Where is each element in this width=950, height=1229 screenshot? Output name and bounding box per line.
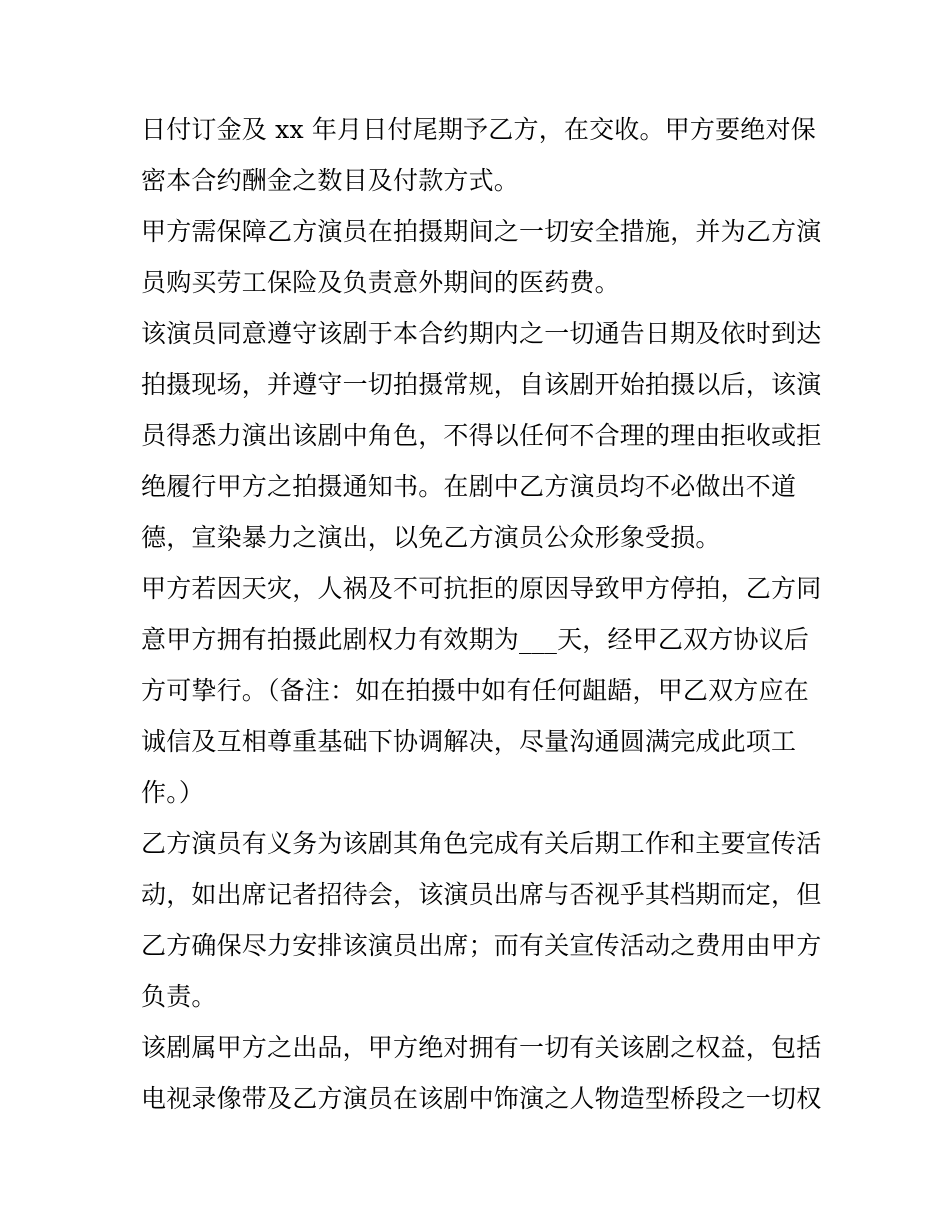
- text-line: 该剧属甲方之出品，甲方绝对拥有一切有关该剧之权益，包括: [141, 1033, 822, 1062]
- text-line: 负责。: [141, 982, 217, 1011]
- text-line: 诚信及互相尊重基础下协调解决，尽量沟通圆满完成此项工: [141, 727, 797, 756]
- text-line: 动，如出席记者招待会，该演员出席与否视乎其档期而定，但: [141, 880, 822, 909]
- document-body: [141, 104, 822, 1124]
- text-line: 乙方确保尽力安排该演员出席；而有关宣传活动之费用由甲方: [141, 931, 822, 960]
- text-line: 密本合约酬金之数目及付款方式。: [141, 166, 520, 195]
- text-line: 作。）: [141, 778, 205, 807]
- text-line: 该演员同意遵守该剧于本合约期内之一切通告日期及依时到达: [141, 319, 822, 348]
- text-line: 德，宣染暴力之演出，以免乙方演员公众形象受损。: [141, 523, 721, 552]
- text-line: 意甲方拥有拍摄此剧权力有效期为___天，经甲乙双方协议后: [141, 625, 810, 654]
- text-line: 员购买劳工保险及负责意外期间的医药费。: [141, 268, 620, 297]
- text-line: 日付订金及 xx 年月日付尾期予乙方，在交收。甲方要绝对保: [141, 115, 816, 144]
- text-line: 电视录像带及乙方演员在该剧中饰演之人物造型桥段之一切权: [141, 1084, 822, 1113]
- text-line: 甲方若因天灾，人祸及不可抗拒的原因导致甲方停拍，乙方同: [141, 574, 822, 603]
- text-line: 绝履行甲方之拍摄通知书。在剧中乙方演员均不必做出不道: [141, 472, 797, 501]
- text-line: 甲方需保障乙方演员在拍摄期间之一切安全措施，并为乙方演: [141, 217, 822, 246]
- text-line: 乙方演员有义务为该剧其角色完成有关后期工作和主要宣传活: [141, 829, 822, 858]
- text-line: 方可挚行。（备注：如在拍摄中如有任何龃龉，甲乙双方应在: [141, 676, 809, 705]
- text-line: 拍摄现场，并遵守一切拍摄常规，自该剧开始拍摄以后，该演: [141, 370, 822, 399]
- text-line: 员得悉力演出该剧中角色，不得以任何不合理的理由拒收或拒: [141, 421, 822, 450]
